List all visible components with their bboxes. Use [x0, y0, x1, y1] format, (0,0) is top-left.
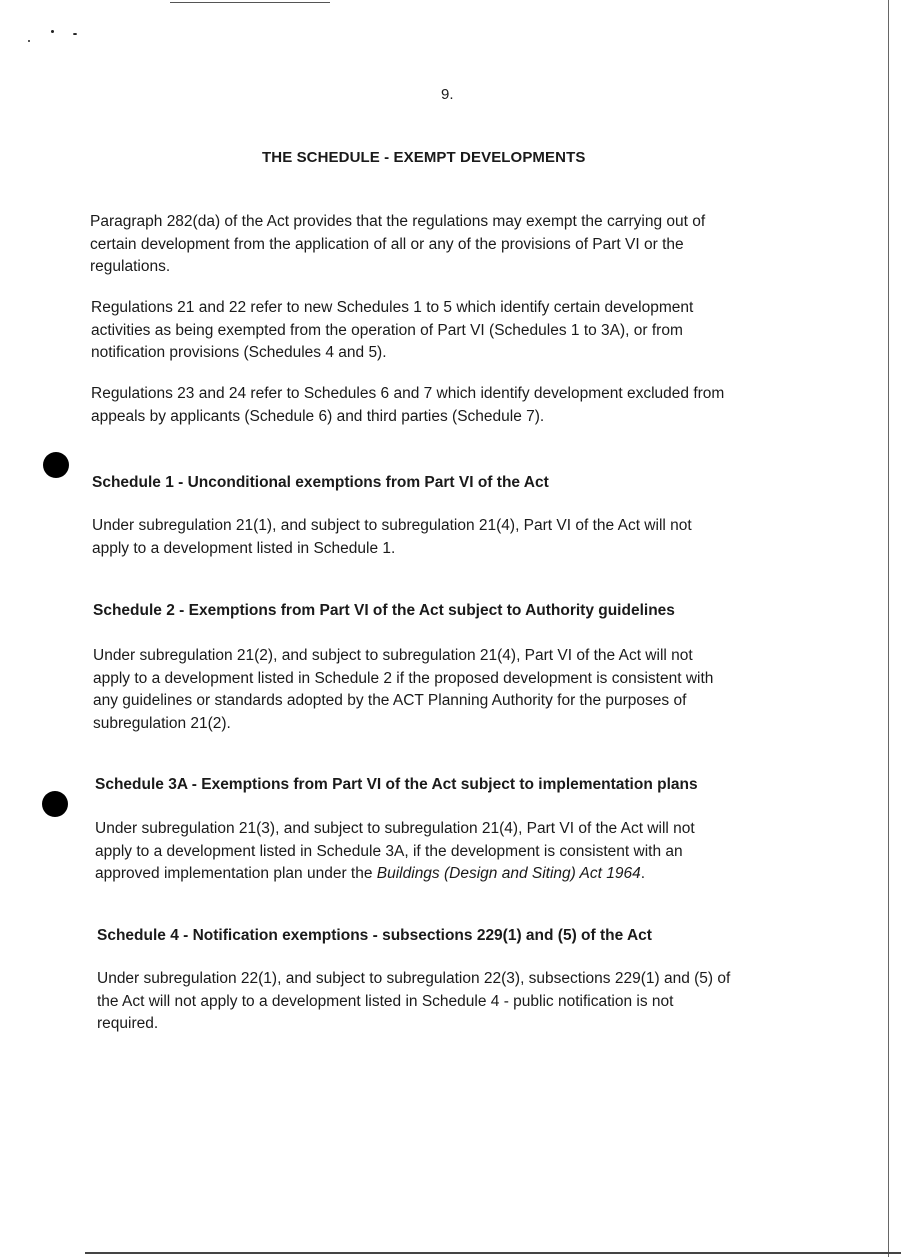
text-line: Under subregulation 21(2), and subject to subregulation 21(4), Part VI of the Act will not: [93, 647, 693, 664]
text-line: Regulations 21 and 22 refer to new Schedules 1 to 5 which identify certain development: [91, 299, 694, 316]
bullet-marker: [42, 791, 68, 817]
intro-paragraph-3: [91, 383, 826, 428]
text-line: certain development from the application of all or any of the provisions of Part VI or the: [90, 235, 684, 253]
text-line: Under subregulation 22(1), and subject to subregulation 22(3), subsections 229(1) and (5) of: [97, 970, 731, 987]
scan-speck: [73, 33, 77, 35]
schedule-4-body: [97, 968, 832, 1036]
schedule-1-body: [92, 515, 827, 560]
intro-paragraph-2: [91, 297, 826, 365]
act-title-italic: Buildings (Design and Siting) Act 1964: [376, 865, 641, 882]
schedule-2-body: [93, 645, 828, 735]
scan-speck: [28, 40, 30, 42]
intro-paragraph-1: [90, 211, 825, 279]
text-line: regulations.: [90, 258, 171, 275]
text-line: notification provisions (Schedules 4 and 5).: [91, 344, 387, 361]
text-line: required.: [97, 1015, 159, 1032]
text-line: apply to a development listed in Schedule 2 if the proposed development is consistent with: [93, 669, 714, 687]
text-line: activities as being exempted from the operation of Part VI (Schedules 1 to 3A), or from: [91, 321, 683, 339]
text-segment: .: [640, 865, 646, 882]
schedule-4-heading: Schedule 4 - Notification exemptions - subsections 229(1) and (5) of the Act: [97, 927, 652, 944]
schedule-2-heading: Schedule 2 - Exemptions from Part VI of the Act subject to Authority guidelines: [93, 602, 675, 619]
text-line: [95, 863, 830, 886]
text-line: Paragraph 282(da) of the Act provides that the regulations may exempt the carrying out of: [90, 213, 706, 230]
scan-speck: [51, 30, 54, 33]
schedule-1-heading: Schedule 1 - Unconditional exemptions from Part VI of the Act: [92, 474, 549, 491]
text-line: Regulations 23 and 24 refer to Schedules 6 and 7 which identify development excluded from: [91, 385, 725, 402]
page-title: THE SCHEDULE - EXEMPT DEVELOPMENTS: [262, 149, 586, 166]
scan-edge-right: [888, 0, 889, 1257]
text-line: Under subregulation 21(1), and subject to subregulation 21(4), Part VI of the Act will not: [92, 517, 692, 534]
text-line: appeals by applicants (Schedule 6) and third parties (Schedule 7).: [91, 407, 545, 425]
bullet-marker: [43, 452, 69, 478]
text-line: subregulation 21(2).: [93, 714, 231, 732]
schedule-3a-heading: Schedule 3A - Exemptions from Part VI of the Act subject to implementation plans: [95, 776, 698, 793]
schedule-3a-body: [95, 818, 830, 886]
text-line: the Act will not apply to a development listed in Schedule 4 - public notification is not: [97, 992, 674, 1010]
scan-edge-bottom: [85, 1252, 901, 1254]
text-line: any guidelines or standards adopted by the ACT Planning Authority for the purposes of: [93, 692, 687, 709]
text-line: Under subregulation 21(3), and subject to subregulation 21(4), Part VI of the Act will not: [95, 820, 695, 837]
text-line: apply to a development listed in Schedule 1.: [92, 539, 396, 557]
text-segment: approved implementation plan under the: [95, 865, 377, 882]
page-number: 9.: [441, 86, 454, 103]
scan-edge-top: [170, 2, 330, 3]
text-line: apply to a development listed in Schedule 3A, if the development is consistent with an: [95, 842, 683, 860]
